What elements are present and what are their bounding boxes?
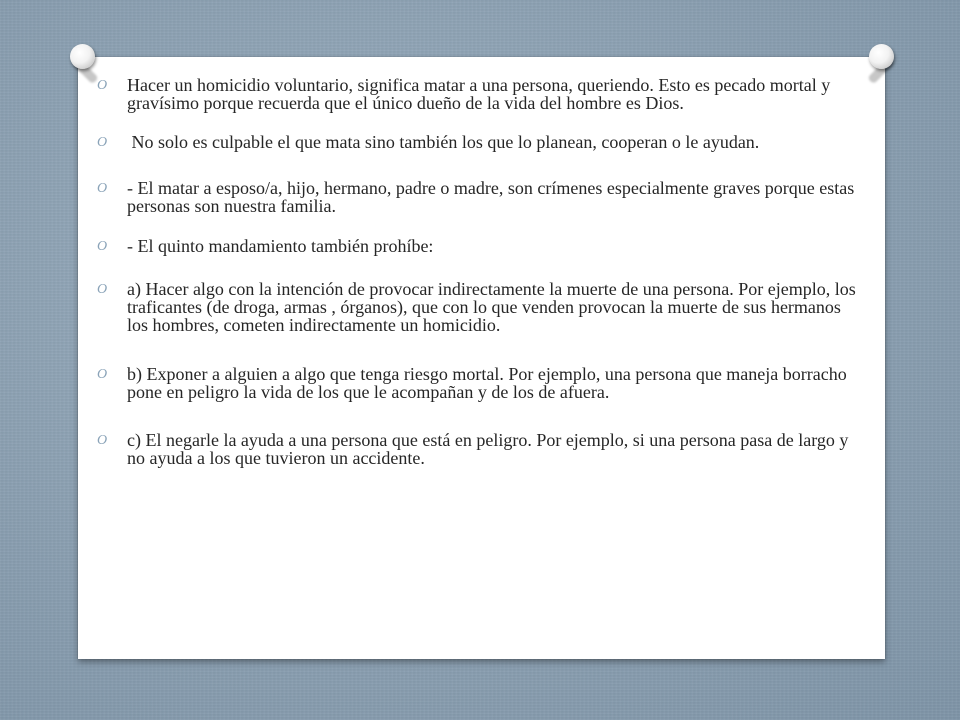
bullet-text: - El quinto mandamiento también prohíbe: [127, 236, 434, 256]
bullet-text: - El matar a esposo/a, hijo, hermano, padre o madre, son crímenes especialmente graves porque estas personas son nuestra familia. [127, 178, 855, 216]
bullet-item [97, 76, 863, 112]
bullet-item [97, 237, 863, 255]
bullet-o-icon: O [97, 78, 108, 93]
bullet-o-icon: O [97, 282, 108, 297]
bullet-text: Hacer un homicidio voluntario, significa matar a una persona, queriendo. Esto es pecado mortal y gravísimo porque recuerda que el único dueño de la vida del hombre es Dios. [127, 75, 831, 113]
bullet-item [97, 280, 863, 334]
bullet-item [97, 431, 863, 467]
bullet-o-icon: O [97, 367, 108, 382]
bullet-item [97, 365, 863, 401]
bullet-list [97, 76, 863, 489]
bullet-text: b) Exponer a alguien a algo que tenga riesgo mortal. Por ejemplo, una persona que maneja borracho pone en peligro la vida de los que le acompañan y de los de afuera. [127, 364, 847, 402]
bullet-text: c) El negarle la ayuda a una persona que está en peligro. Por ejemplo, si una persona pasa de largo y no ayuda a los que tuvieron un accidente. [127, 430, 849, 468]
bullet-o-icon: O [97, 239, 108, 254]
bullet-o-icon: O [97, 181, 108, 196]
bullet-item [97, 179, 863, 215]
bullet-text: a) Hacer algo con la intención de provocar indirectamente la muerte de una persona. Por ejemplo, los traficantes (de droga, armas , órganos), que con lo que venden provocan la muerte de sus hermanos los hombres, cometen indirectamente un homicidio. [127, 279, 856, 335]
bullet-o-icon: O [97, 433, 108, 448]
bullet-item [97, 133, 863, 151]
pushpin-left-icon [70, 44, 95, 69]
bullet-o-icon: O [97, 135, 108, 150]
bullet-text: No solo es culpable el que mata sino también los que lo planean, cooperan o le ayudan. [127, 132, 760, 152]
pushpin-right-icon [869, 44, 894, 69]
